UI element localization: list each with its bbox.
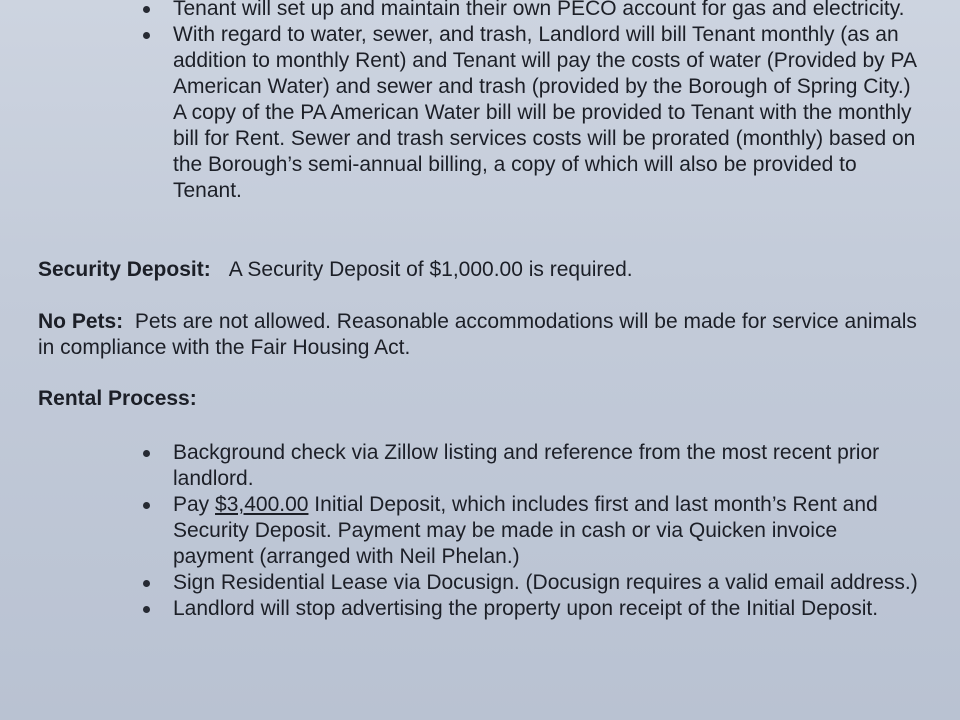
bullet-icon — [143, 450, 150, 457]
rental-process-heading: Rental Process: — [38, 387, 197, 410]
no-pets-text: Pets are not allowed. Reasonable accommodations will be made for service animals in compliance with the Fair Housing Act. — [38, 310, 917, 359]
bullet-text: Sign Residential Lease via Docusign. (Docusign requires a valid email address.) — [173, 571, 918, 594]
list-item — [0, 22, 960, 204]
bullet-icon — [143, 32, 150, 39]
pay-prefix: Pay — [173, 493, 216, 516]
list-item — [0, 570, 960, 596]
utilities-bullet-list — [0, 0, 960, 204]
bullet-icon — [143, 6, 150, 13]
list-item — [0, 440, 960, 492]
no-pets-section — [38, 309, 920, 361]
bullet-text: Tenant will set up and maintain their own PECO account for gas and electricity. — [173, 0, 905, 20]
list-item — [0, 0, 960, 22]
bullet-text: Landlord will stop advertising the property upon receipt of the Initial Deposit. — [173, 597, 879, 620]
no-pets-label: No Pets: — [38, 310, 124, 333]
list-item — [0, 492, 960, 570]
security-deposit-label: Security Deposit: — [38, 258, 211, 281]
bullet-icon — [143, 502, 150, 509]
bullet-icon — [143, 580, 150, 587]
bullet-text: Background check via Zillow listing and reference from the most recent prior landlord. — [173, 441, 880, 490]
rental-process-list — [0, 440, 960, 622]
bullet-text: With regard to water, sewer, and trash, Landlord will bill Tenant monthly (as an addition to monthly Rent) and Tenant will pay the costs of water (Provided by PA American Water) and sewer and trash (provided by the Borough of Spring City.) A copy of the PA American Water bill will be provided to Tenant with the monthly bill for Rent. Sewer and trash services costs will be prorated (monthly) based on the Borough’s semi-annual billing, a copy of which will also be provided to Tenant. — [173, 23, 916, 202]
bullet-icon — [143, 606, 150, 613]
list-item — [0, 596, 960, 622]
pay-suffix: Initial Deposit, which includes first and last month’s Rent and Security Deposit. Payment may be made in cash or via Quicken invoice payment (arranged with Neil Phelan.) — [173, 493, 878, 568]
deposit-amount: $3,400.00 — [215, 493, 309, 516]
security-deposit-text: A Security Deposit of $1,000.00 is required. — [228, 258, 633, 281]
bullet-text — [173, 492, 920, 570]
security-deposit-section — [38, 257, 920, 283]
